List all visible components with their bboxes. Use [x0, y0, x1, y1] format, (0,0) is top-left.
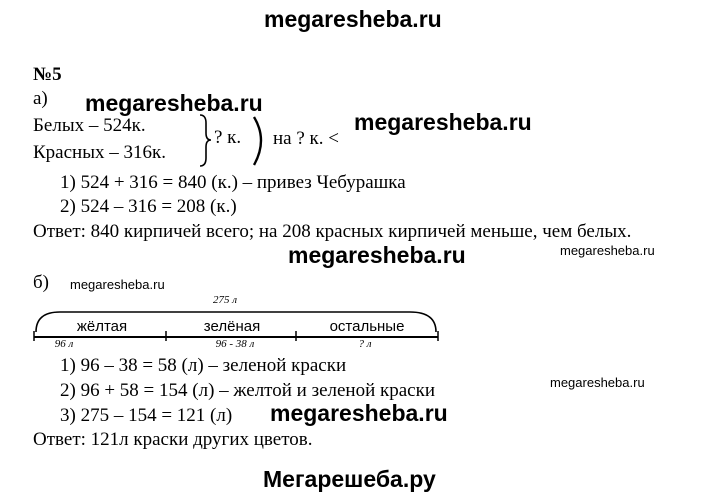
- row-red: Красных – 316к.: [33, 142, 166, 163]
- difference-question: на ? к. <: [273, 128, 339, 149]
- watermark-b-left: megaresheba.ru: [70, 277, 165, 292]
- segment-other: остальные: [329, 318, 405, 335]
- part-a-label: а): [33, 88, 48, 109]
- segment-yellow: жёлтая: [76, 318, 128, 335]
- total-label: 275 л: [212, 294, 238, 306]
- step-b3: 3) 275 – 154 = 121 (л): [60, 405, 233, 426]
- watermark-a1: megaresheba.ru: [85, 90, 263, 116]
- segment-other-value: ? л: [358, 338, 372, 350]
- segment-green-value: 96 - 38 л: [215, 338, 255, 350]
- answer-b: Ответ: 121л краски других цветов.: [33, 429, 313, 450]
- watermark-top: megaresheba.ru: [264, 6, 442, 32]
- part-b-label: б): [33, 272, 49, 293]
- row-white: Белых – 524к.: [33, 115, 146, 136]
- step-b2: 2) 96 + 58 = 154 (л) – желтой и зеленой краски: [60, 380, 436, 401]
- step-b1: 1) 96 – 38 = 58 (л) – зеленой краски: [60, 355, 347, 376]
- task-number: №5: [33, 64, 62, 85]
- total-question: ? к.: [214, 127, 242, 148]
- watermark-a2: megaresheba.ru: [354, 109, 532, 135]
- step-a1: 1) 524 + 316 = 840 (к.) – привез Чебурашка: [60, 172, 406, 193]
- watermark-mid: megaresheba.ru: [288, 242, 466, 268]
- watermark-mid-right: megaresheba.ru: [560, 243, 655, 258]
- watermark-bottom: Мегарешеба.ру: [263, 466, 436, 492]
- segment-green: зелёная: [203, 318, 261, 335]
- round-bracket: [254, 117, 261, 165]
- watermark-b-step3: megaresheba.ru: [270, 400, 448, 426]
- segment-yellow-value: 96 л: [54, 338, 74, 350]
- step-a2: 2) 524 – 316 = 208 (к.): [60, 196, 237, 217]
- curly-brace: [200, 115, 211, 166]
- watermark-b-right: megaresheba.ru: [550, 375, 645, 390]
- answer-a: Ответ: 840 кирпичей всего; на 208 красных кирпичей меньше, чем белых.: [33, 221, 632, 242]
